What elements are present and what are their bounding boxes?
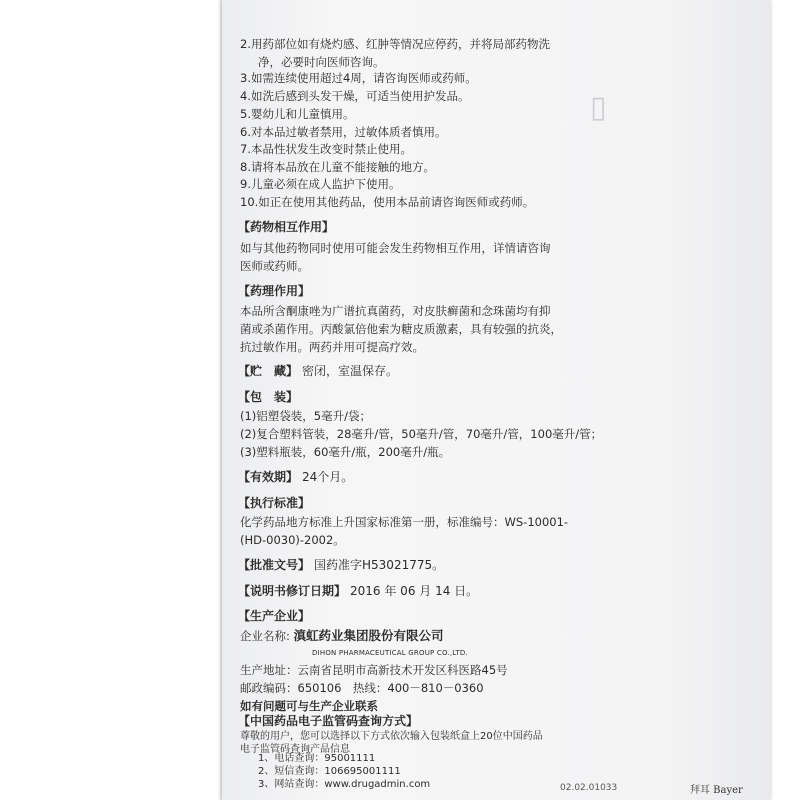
storage-heading: 【贮 藏】 [238, 364, 299, 378]
revision-heading: 【说明书修订日期】 [238, 584, 347, 598]
standard-line: 化学药品地方标准上升国家标准第一册，标准编号：WS-10001- [240, 515, 569, 529]
ecode-line: 电子监管码查询产品信息 [240, 744, 350, 755]
manufacturer-postcode-hotline: 邮政编码：650106 热线：400－810－0360 [240, 681, 484, 695]
pharmacology-line: 本品所含酮康唑为广谱抗真菌药，对皮肤癣菌和念珠菌均有抑 [240, 304, 551, 318]
manufacturer-name-label: 企业名称: [240, 629, 290, 643]
section-heading-interactions: 【药物相互作用】 [238, 220, 335, 234]
manufacturer-contact-note: 如有问题可与生产企业联系 [240, 699, 378, 713]
storage-value: 密闭，室温保存。 [302, 364, 399, 378]
packaging-line: (3)塑料瓶装，60毫升/瓶，200毫升/瓶。 [240, 445, 451, 459]
standard-line: (HD-0030)-2002。 [240, 533, 345, 547]
interactions-line: 如与其他药物同时使用可能会发生药物相互作用，详情请咨询 [240, 241, 551, 255]
interactions-line: 医师或药师。 [240, 259, 309, 273]
document-code: 02.02.01033 [560, 783, 618, 793]
manufacturer-address: 生产地址：云南省昆明市高新技术开发区科医路45号 [240, 663, 508, 677]
precaution-line: 3.如需连续使用超过4周，请咨询医师或药师。 [240, 71, 477, 85]
section-heading-pharmacology: 【药理作用】 [238, 284, 311, 298]
ecode-line: 3、网站查询：www.drugadmin.com [258, 779, 431, 790]
section-revision [238, 582, 478, 599]
validity-heading: 【有效期】 [238, 470, 299, 484]
approval-value: 国药准字H53021775。 [314, 558, 445, 572]
precaution-line: 10.如正在使用其他药品，使用本品前请咨询医师或药师。 [240, 195, 535, 209]
precaution-line: 6.对本品过敏者禁用，过敏体质者慎用。 [240, 125, 447, 139]
precaution-line: 8.请将本品放在儿童不能接触的地方。 [240, 160, 435, 174]
approval-heading: 【批准文号】 [238, 558, 311, 572]
packaging-line: (1)铝塑袋装，5毫升/袋； [240, 409, 371, 423]
precaution-line: 4.如洗后感到头发干燥，可适当使用护发品。 [240, 89, 470, 103]
packaging-line: (2)复合塑料管装，28毫升/管，50毫升/管，70毫升/管，100毫升/管； [240, 427, 603, 441]
brand-mark: 拜耳 Bayer [690, 785, 743, 796]
section-storage [238, 362, 398, 379]
precaution-line: 净，必要时向医师咨询。 [258, 55, 385, 69]
section-heading-manufacturer: 【生产企业】 [238, 609, 311, 623]
ecode-line: 尊敬的用户，您可以选择以下方式依次输入包装纸盒上20位中国药品 [240, 731, 543, 742]
ecode-line: 2、短信查询：106695001111 [258, 766, 401, 777]
section-validity [238, 468, 353, 485]
precaution-line: 2.用药部位如有烧灼感、红肿等情况应停药，并将局部药物洗 [240, 37, 550, 51]
precaution-line: 7.本品性状发生改变时禁止使用。 [240, 142, 412, 156]
section-heading-standard: 【执行标准】 [238, 496, 311, 510]
revision-value: 2016 年 06 月 14 日。 [350, 584, 479, 598]
precaution-line: 5.婴幼儿和儿童慎用。 [240, 107, 355, 121]
manufacturer-name-row [240, 628, 444, 644]
section-approval [238, 556, 444, 573]
manufacturer-name-en: DIHON PHARMACEUTICAL GROUP CO.,LTD. [312, 649, 468, 657]
pharmacology-line: 抗过敏作用。两药并用可提高疗效。 [240, 340, 424, 354]
precaution-line: 9.儿童必须在成人监护下使用。 [240, 177, 401, 191]
validity-value: 24个月。 [302, 470, 354, 484]
manufacturer-name: 滇虹药业集团股份有限公司 [293, 628, 444, 643]
ecode-line: 1、电话查询：95001111 [258, 753, 376, 764]
ghost-text: ▯ [590, 90, 607, 125]
pharmacology-line: 菌或杀菌作用。丙酸氯倍他索为糖皮质激素，具有较强的抗炎， [240, 322, 562, 336]
section-heading-ecode: 【中国药品电子监管码查询方式】 [238, 714, 419, 728]
section-heading-packaging: 【包 装】 [238, 390, 299, 404]
